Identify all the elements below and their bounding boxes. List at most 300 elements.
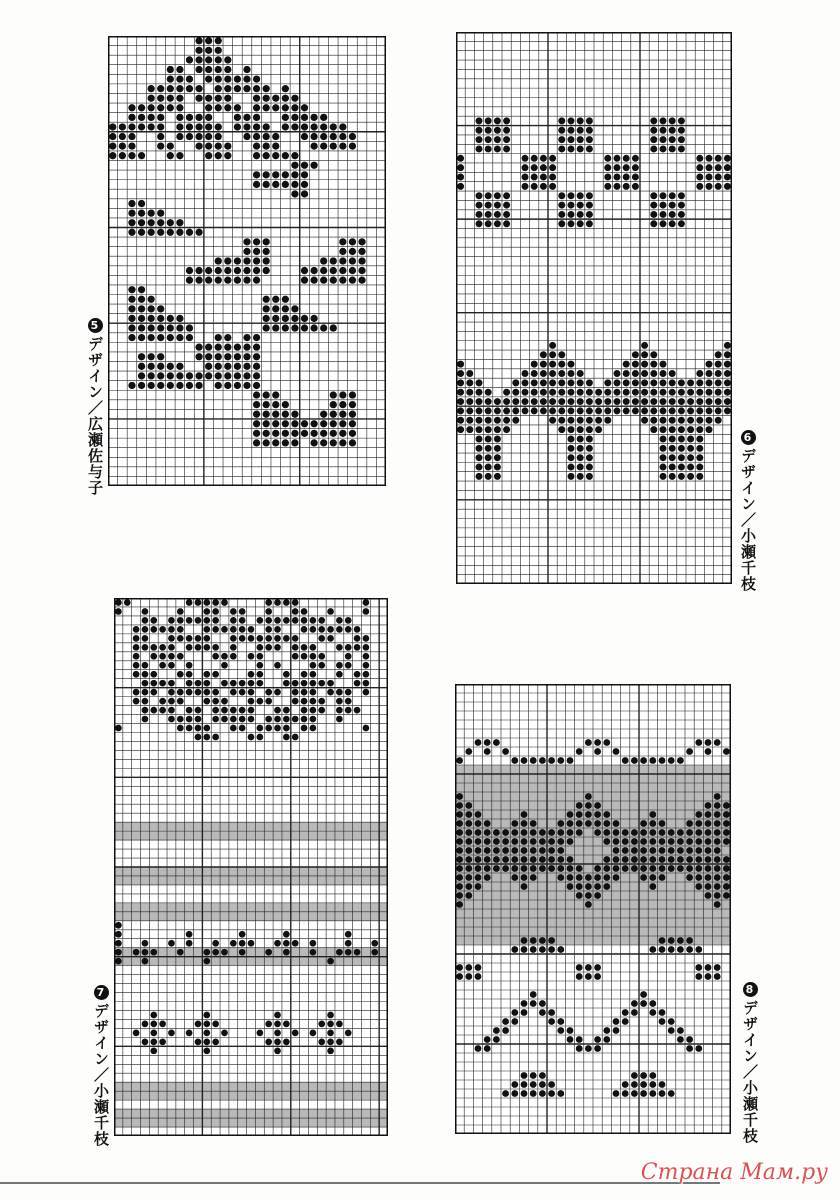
stitch-dot [310,698,317,705]
stitch-dot [330,257,337,264]
stitch-dot [212,608,219,615]
stitch-dot [558,417,565,424]
stitch-dot [475,847,482,854]
stitch-dot [234,372,241,379]
stitch-dot [659,838,666,845]
stitch-dot [301,104,308,111]
stitch-dot [230,626,237,633]
stitch-dot [723,811,730,818]
stitch-dot [476,454,483,461]
stitch-dot [457,417,464,424]
stitch-dot [723,865,730,872]
stitch-dot [640,1072,647,1079]
stitch-dot [203,608,210,615]
stitch-dot [128,229,135,236]
stitch-dot [253,353,260,360]
stitch-dot [687,454,694,461]
stitch-dot [696,183,703,190]
stitch-dot [168,689,175,696]
stitch-dot [649,820,656,827]
stitch-dot [503,426,510,433]
stitch-dot [568,211,575,218]
stitch-dot [310,940,317,947]
stitch-dot [109,152,116,159]
stitch-dot [224,75,231,82]
stitch-dot [659,856,666,863]
stitch-dot [147,114,154,121]
stitch-dot [659,865,666,872]
stitch-dot [476,407,483,414]
stitch-dot [715,155,722,162]
stitch-dot [115,599,122,606]
stitch-dot [159,626,166,633]
stitch-dot [724,351,731,358]
stitch-dot [243,334,250,341]
stitch-dot [142,940,149,947]
stitch-dot [577,117,584,124]
stitch-dot [706,155,713,162]
stitch-dot [215,95,222,102]
stitch-dot [456,892,463,899]
stitch-dot [265,635,272,642]
stitch-dot [224,353,231,360]
stitch-dot [549,361,556,368]
stitch-dot [714,883,721,890]
stitch-dot [456,811,463,818]
stitch-dot [705,739,712,746]
stitch-dot [177,725,184,732]
stitch-dot [558,398,565,405]
stitch-dot [272,420,279,427]
stitch-dot [649,1000,656,1007]
stitch-dot [256,644,263,651]
stitch-dot [549,155,556,162]
stitch-dot [195,1038,202,1045]
stitch-dot [678,445,685,452]
stitch-dot [649,757,656,764]
stitch-dot [604,417,611,424]
stitch-dot [724,370,731,377]
stitch-dot [650,136,657,143]
stitch-dot [548,946,555,953]
stitch-dot [714,964,721,971]
stitch-dot [138,152,145,159]
stitch-dot [595,389,602,396]
stitch-dot [465,883,472,890]
stitch-dot [604,389,611,396]
stitch-dot [540,351,547,358]
stitch-dot [147,104,154,111]
stitch-dot [224,363,231,370]
stitch-dot [119,142,126,149]
stitch-dot [147,209,154,216]
stitch-dot [650,351,657,358]
stitch-dot [706,361,713,368]
stitch-dot [521,847,528,854]
stitch-dot [522,407,529,414]
stitch-dot [585,892,592,899]
stitch-dot [511,1081,518,1088]
stitch-dot [650,407,657,414]
stitch-dot [678,454,685,461]
stitch-dot [659,847,666,854]
stitch-dot [186,599,193,606]
stitch-dot [623,370,630,377]
stitch-dot [177,689,184,696]
stitch-dot [695,739,702,746]
stitch-dot [265,599,272,606]
stitch-dot [686,856,693,863]
stitch-dot [195,277,202,284]
stitch-dot [540,398,547,405]
stitch-dot [548,1018,555,1025]
stitch-dot [205,363,212,370]
stitch-dot [336,1021,343,1028]
stitch-dot [511,829,518,836]
stitch-dot [539,937,546,944]
stitch-dot [215,382,222,389]
stitch-dot [186,1030,193,1037]
stitch-dot [167,142,174,149]
stitch-dot [195,267,202,274]
stitch-dot [650,389,657,396]
stitch-dot [167,75,174,82]
stitch-dot [650,127,657,134]
stitch-dot [623,164,630,171]
stitch-dot [195,85,202,92]
stitch-dot [650,145,657,152]
stitch-dot [253,95,260,102]
stitch-dot [336,644,343,651]
stitch-dot [723,820,730,827]
stitch-dot [660,435,667,442]
stitch-dot [512,389,519,396]
stitch-dot [521,820,528,827]
stitch-dot [557,829,564,836]
stitch-dot [215,85,222,92]
stitch-dot [230,940,237,947]
stitch-dot [484,1045,491,1052]
stitch-dot [568,361,575,368]
stitch-dot [650,370,657,377]
stitch-dot [336,617,343,624]
stitch-dot [614,370,621,377]
stitch-dot [167,85,174,92]
stitch-dot [133,626,140,633]
stitch-dot [577,426,584,433]
stitch-dot [310,716,317,723]
stitch-dot [632,398,639,405]
stitch-dot [540,379,547,386]
stitch-dot [186,133,193,140]
stitch-dot [253,267,260,274]
stitch-dot [705,847,712,854]
stitch-dot [557,865,564,872]
stitch-dot [263,267,270,274]
stitch-dot [263,181,270,188]
stitch-dot [142,635,149,642]
stitch-dot [142,644,149,651]
stitch-dot [150,653,157,660]
stitch-dot [475,865,482,872]
stitch-dot [239,725,246,732]
stitch-dot [494,136,501,143]
stitch-dot [640,1000,647,1007]
stitch-dot [678,473,685,480]
stitch-dot [142,958,149,965]
stitch-dot [142,608,149,615]
stitch-dot [457,155,464,162]
stitch-dot [253,114,260,121]
stitch-dot [274,716,281,723]
stitch-dot [540,174,547,181]
stitch-dot [177,626,184,633]
stitch-dot [678,407,685,414]
stitch-dot [203,635,210,642]
stitch-dot [705,874,712,881]
stitch-dot [239,689,246,696]
stitch-dot [695,1045,702,1052]
stitch-dot [577,145,584,152]
shaded-row [114,912,388,921]
stitch-dot [138,219,145,226]
stitch-dot [631,1009,638,1016]
stitch-dot [349,430,356,437]
stitch-dot [457,174,464,181]
stitch-dot [282,401,289,408]
stitch-dot [531,361,538,368]
stitch-dot [548,829,555,836]
stitch-dot [669,379,676,386]
stitch-dot [256,680,263,687]
stitch-dot [157,209,164,216]
stitch-dot [272,324,279,331]
stitch-dot [253,142,260,149]
stitch-dot [349,133,356,140]
stitch-dot [678,464,685,471]
stitch-dot [142,662,149,669]
stitch-dot [358,267,365,274]
stitch-dot [539,1009,546,1016]
stitch-dot [696,435,703,442]
stitch-dot [176,114,183,121]
stitch-dot [567,811,574,818]
stitch-dot [632,389,639,396]
stitch-dot [224,334,231,341]
stitch-dot [128,305,135,312]
stitch-dot [677,865,684,872]
chart-5-grid [108,36,386,486]
stitch-dot [622,829,629,836]
stitch-dot [594,739,601,746]
stitch-dot [133,689,140,696]
stitch-dot [604,155,611,162]
stitch-dot [253,334,260,341]
stitch-dot [641,370,648,377]
stitch-dot [150,671,157,678]
stitch-dot [195,1021,202,1028]
stitch-dot [291,324,298,331]
stitch-dot [724,379,731,386]
stitch-dot [128,382,135,389]
stitch-dot [613,829,620,836]
stitch-dot [203,626,210,633]
stitch-dot [687,445,694,452]
stitch-dot [494,435,501,442]
stitch-dot [115,725,122,732]
stitch-dot [706,426,713,433]
stitch-dot [595,407,602,414]
chart-number-8: 8 [743,982,758,997]
stitch-dot [138,296,145,303]
stitch-dot [301,617,308,624]
stitch-dot [539,829,546,836]
stitch-dot [660,136,667,143]
stitch-dot [695,883,702,890]
stitch-dot [687,464,694,471]
stitch-dot [659,1018,666,1025]
stitch-dot [494,454,501,461]
stitch-dot [336,949,343,956]
stitch-dot [668,856,675,863]
stitch-dot [493,1036,500,1043]
stitch-dot [585,820,592,827]
stitch-dot [484,856,491,863]
stitch-dot [622,1081,629,1088]
stitch-dot [330,420,337,427]
stitch-dot [485,426,492,433]
stitch-dot [263,104,270,111]
stitch-dot [168,662,175,669]
stitch-dot [640,1081,647,1088]
stitch-dot [484,874,491,881]
stitch-dot [586,379,593,386]
stitch-dot [167,95,174,102]
stitch-dot [595,417,602,424]
stitch-dot [301,725,308,732]
stitch-dot [687,417,694,424]
stitch-dot [686,865,693,872]
stitch-dot [695,847,702,854]
stitch-dot [243,114,250,121]
stitch-dot [567,1027,574,1034]
stitch-dot [176,75,183,82]
stitch-dot [363,680,370,687]
stitch-dot [484,838,491,845]
stitch-dot [177,608,184,615]
stitch-dot [640,874,647,881]
stitch-dot [301,626,308,633]
stitch-dot [310,277,317,284]
stitch-dot [603,856,610,863]
stitch-dot [659,1009,666,1016]
stitch-dot [138,363,145,370]
stitch-dot [723,838,730,845]
stitch-dot [212,707,219,714]
stitch-dot [577,464,584,471]
stitch-dot [147,363,154,370]
stitch-dot [512,398,519,405]
stitch-dot [157,305,164,312]
stitch-dot [157,219,164,226]
stitch-dot [195,707,202,714]
stitch-dot [586,117,593,124]
stitch-dot [530,1090,537,1097]
stitch-dot [695,820,702,827]
stitch-dot [586,145,593,152]
stitch-dot [660,211,667,218]
stitch-dot [465,802,472,809]
stitch-dot [678,398,685,405]
stitch-dot [282,171,289,178]
stitch-dot [265,1021,272,1028]
stitch-dot [456,847,463,854]
stitch-dot [301,689,308,696]
stitch-dot [484,865,491,872]
stitch-dot [150,707,157,714]
stitch-dot [349,257,356,264]
stitch-dot [186,671,193,678]
stitch-dot [614,174,621,181]
stitch-dot [339,248,346,255]
stitch-dot [613,856,620,863]
stitch-dot [205,277,212,284]
stitch-dot [248,671,255,678]
stitch-dot [466,379,473,386]
stitch-dot [549,174,556,181]
stitch-dot [724,342,731,349]
stitch-dot [614,155,621,162]
stitch-dot [291,95,298,102]
stitch-dot [253,104,260,111]
stitch-dot [167,104,174,111]
stitch-dot [502,829,509,836]
stitch-dot [176,85,183,92]
stitch-dot [613,838,620,845]
stitch-dot [272,104,279,111]
stitch-dot [234,257,241,264]
stitch-dot [283,617,290,624]
stitch-dot [724,398,731,405]
shaded-row [114,1091,388,1100]
stitch-dot [540,389,547,396]
stitch-dot [485,454,492,461]
stitch-dot [330,439,337,446]
stitch-dot [531,174,538,181]
stitch-dot [640,820,647,827]
stitch-dot [330,133,337,140]
stitch-dot [354,707,361,714]
stitch-dot [336,716,343,723]
stitch-dot [548,847,555,854]
stitch-dot [327,680,334,687]
stitch-dot [706,389,713,396]
stitch-dot [687,435,694,442]
stitch-dot [568,454,575,461]
stitch-dot [195,644,202,651]
stitch-dot [603,820,610,827]
stitch-dot [133,644,140,651]
stitch-dot [687,379,694,386]
stitch-dot [705,973,712,980]
stitch-dot [650,417,657,424]
stitch-dot [272,171,279,178]
stitch-dot [539,1000,546,1007]
stitch-dot [668,1018,675,1025]
stitch-dot [466,398,473,405]
stitch-dot [253,238,260,245]
stitch-dot [531,389,538,396]
